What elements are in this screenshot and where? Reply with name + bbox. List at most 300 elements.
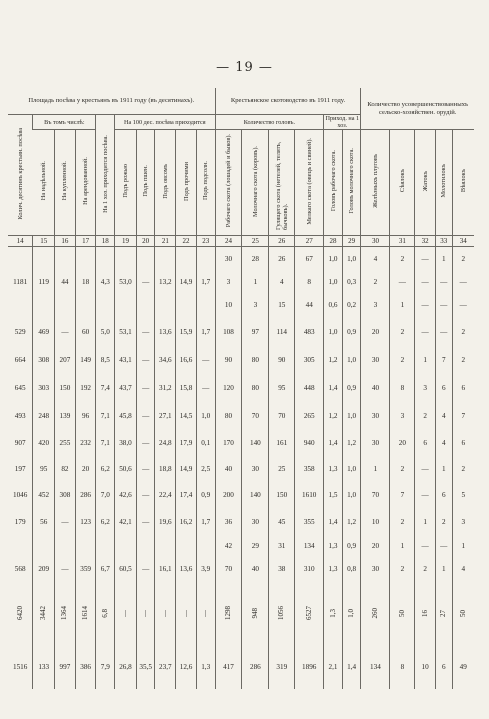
cell-value: — [440, 278, 448, 286]
cell-value: 0,8 [347, 565, 357, 573]
cell-value: 31 [278, 542, 286, 550]
table-cell [75, 403, 96, 431]
table-cell [155, 347, 176, 375]
cell-value: — [421, 328, 429, 336]
table-cell [361, 375, 390, 403]
table-cell [155, 483, 176, 509]
cell-value: 30 [371, 565, 380, 573]
table-cell [435, 375, 452, 403]
cell-value: 0,2 [347, 301, 357, 309]
cell-value: 645 [14, 384, 26, 392]
table-cell [242, 557, 269, 583]
cell-value: 1 [423, 518, 427, 526]
table-cell [342, 319, 361, 347]
cell-value: 359 [80, 565, 92, 573]
table-cell [176, 583, 197, 647]
table-cell [342, 403, 361, 431]
cell-value: 119 [38, 278, 49, 286]
table-cell [269, 247, 295, 273]
cell-value: 1298 [223, 606, 232, 620]
cell-value: — [398, 278, 406, 286]
cell-value: 1 [441, 465, 446, 473]
cell-value: 7 [400, 491, 405, 499]
cell-value: 44 [305, 301, 313, 309]
table-row [8, 403, 474, 431]
cell-value: 305 [303, 356, 315, 364]
table-cell [342, 457, 361, 483]
cell-value: 40 [224, 465, 233, 473]
table-cell [33, 583, 55, 647]
cell-value: 161 [276, 439, 288, 447]
cell-value: 469 [38, 328, 50, 336]
cell-value: 20 [398, 439, 406, 447]
cell-value: — [142, 465, 150, 473]
table-cell [136, 375, 155, 403]
cell-value: 10 [371, 518, 380, 526]
cell-value: 358 [303, 465, 315, 473]
table-cell [115, 509, 137, 537]
header-small-livestock: Мелкаго скота (овецъ и свиней). [295, 130, 324, 236]
cell-value: 140 [249, 439, 261, 447]
header-per-household-area: На 1 хоз. приходится посѣва. [96, 115, 115, 236]
table-cell [136, 273, 155, 293]
cell-value: 1,0 [347, 412, 357, 420]
table-cell [361, 457, 390, 483]
cell-value: 1,7 [201, 328, 211, 336]
cell-value: 319 [276, 663, 288, 671]
cell-value: 207 [59, 356, 71, 364]
cell-value: 1,7 [201, 518, 211, 526]
cell-value: 6420 [15, 606, 24, 620]
table-cell [176, 347, 197, 375]
cell-value: 7 [461, 412, 466, 420]
table-cell [196, 509, 215, 537]
header-draft-per-household: Головъ рабочаго скота. [324, 130, 343, 236]
table-row [8, 457, 474, 483]
header-other-crops: Подъ прочими [176, 130, 197, 236]
cell-value: 95 [40, 465, 48, 473]
cell-value: 2 [461, 255, 466, 264]
table-cell [269, 537, 295, 557]
table-cell [155, 319, 176, 347]
cell-value: 1181 [13, 278, 28, 286]
header-dairy-per-household: Головъ молочнаго скота. [342, 130, 361, 236]
cell-value: 114 [276, 328, 288, 336]
header-rented-land: На арендованной. [75, 130, 96, 236]
cell-value: 5,0 [100, 328, 110, 336]
table-cell [242, 457, 269, 483]
cell-value: 6,8 [100, 608, 109, 618]
table-cell [390, 431, 415, 457]
cell-value: 3 [253, 301, 258, 309]
table-cell [390, 375, 415, 403]
table-cell [269, 509, 295, 537]
table-cell [8, 273, 33, 293]
table-cell [155, 537, 176, 557]
header-oats: Подъ овсомъ [155, 130, 176, 236]
table-cell [361, 647, 390, 689]
table-cell [33, 247, 55, 273]
table-cell [96, 375, 115, 403]
table-cell [452, 293, 474, 319]
header-per-household-stock: Приход. на 1 хоз. [325, 115, 360, 129]
cell-value: 248 [38, 412, 50, 420]
cell-value: 139 [59, 412, 71, 420]
cell-value: 2 [400, 356, 405, 364]
table-cell [176, 293, 197, 319]
table-cell [415, 375, 436, 403]
cell-value: 452 [38, 491, 50, 499]
table-cell [8, 647, 33, 689]
cell-value: 4 [441, 412, 446, 420]
table-cell [176, 273, 197, 293]
cell-value: 1,0 [347, 356, 357, 364]
cell-value: 120 [223, 384, 234, 392]
table-cell [176, 375, 197, 403]
table-cell [269, 557, 295, 583]
cell-value: 6 [423, 439, 427, 447]
table-cell [324, 293, 343, 319]
table-cell [96, 403, 115, 431]
cell-value: 90 [278, 356, 286, 364]
cell-value: 568 [14, 565, 26, 573]
cell-value: 1,5 [328, 491, 338, 499]
table-cell [324, 347, 343, 375]
header-threshers: Молотилокъ [435, 130, 452, 236]
cell-value: 6527 [304, 606, 313, 620]
table-cell [295, 647, 324, 689]
cell-value: 38 [278, 565, 286, 573]
table-cell [242, 375, 269, 403]
cell-value: — [61, 565, 69, 573]
table-cell [390, 319, 415, 347]
table-cell [361, 403, 390, 431]
table-row [8, 247, 474, 273]
table-cell [242, 403, 269, 431]
table-cell [295, 247, 324, 273]
table-cell [390, 273, 415, 293]
table-row [8, 509, 474, 537]
cell-value: 1516 [12, 663, 28, 671]
cell-value: 1,0 [201, 412, 211, 420]
cell-value: 255 [59, 439, 71, 447]
table-cell [8, 557, 33, 583]
table-cell [452, 537, 474, 557]
cell-value: 1,4 [328, 439, 338, 447]
table-cell [196, 403, 215, 431]
table-cell [361, 537, 390, 557]
cell-value: 1,3 [328, 465, 338, 473]
table-cell [415, 273, 436, 293]
column-number: 15 [33, 236, 55, 247]
table-cell [136, 347, 155, 375]
header-reapers: Жатокъ [415, 130, 436, 236]
table-cell [215, 537, 242, 557]
cell-value: 34,6 [159, 356, 172, 364]
cell-value: 303 [38, 384, 50, 392]
cell-value: 17,4 [179, 491, 193, 499]
table-cell [361, 583, 390, 647]
table-cell [176, 457, 197, 483]
table-cell [390, 457, 415, 483]
table-cell [75, 457, 96, 483]
table-cell [435, 457, 452, 483]
cell-value: 10 [224, 301, 233, 309]
cell-value: 1,0 [347, 465, 357, 473]
header-wheat: Подъ пшен. [136, 130, 155, 236]
table-cell [415, 293, 436, 319]
table-cell [115, 319, 137, 347]
cell-value: 1,0 [328, 255, 338, 264]
table-cell [435, 431, 452, 457]
table-cell [215, 483, 242, 509]
cell-value: 170 [223, 439, 234, 447]
table-cell [155, 403, 176, 431]
table-cell [75, 557, 96, 583]
cell-value: 60 [82, 328, 90, 336]
table-cell [115, 537, 137, 557]
table-cell [136, 319, 155, 347]
cell-value: 0,1 [201, 439, 211, 447]
table-row [8, 557, 474, 583]
table-cell [342, 293, 361, 319]
cell-value: 8,5 [100, 356, 110, 364]
table-cell [176, 247, 197, 273]
table-cell [136, 483, 155, 509]
table-cell [435, 293, 452, 319]
cell-value: 1 [441, 565, 446, 573]
table-cell [136, 431, 155, 457]
table-cell [342, 583, 361, 647]
header-iron-ploughs: Желѣзныхъ плуговъ [361, 130, 390, 236]
table-cell [96, 431, 115, 457]
table-cell [452, 403, 474, 431]
table-cell [215, 319, 242, 347]
table-cell [55, 509, 76, 537]
livestock-group-header: Крестьянское скотоводство въ 1911 году. [215, 88, 361, 115]
table-cell [8, 347, 33, 375]
cell-value: 16 [420, 609, 429, 617]
table-cell [295, 347, 324, 375]
cell-value: 80 [251, 384, 259, 392]
cell-value: — [421, 491, 429, 499]
table-cell [215, 403, 242, 431]
cell-value: 2 [373, 278, 378, 286]
table-cell [242, 583, 269, 647]
table-cell [136, 509, 155, 537]
cell-value: 1,0 [347, 608, 356, 618]
table-cell [55, 483, 76, 509]
column-number: 18 [96, 236, 115, 247]
cell-value: 286 [249, 663, 261, 671]
cell-value: 948 [250, 607, 259, 619]
table-cell [33, 483, 55, 509]
table-cell [8, 247, 33, 273]
table-cell [155, 293, 176, 319]
cell-value: 67 [305, 255, 313, 264]
cell-value: 30 [371, 356, 380, 364]
header-total-area: Колич. десятинъ крестьян. посѣва [8, 115, 33, 236]
table-cell [390, 583, 415, 647]
table-cell [324, 273, 343, 293]
cell-value: 1,0 [347, 491, 357, 499]
table-cell [361, 483, 390, 509]
cell-value: 150 [276, 491, 288, 499]
cell-value: 1,4 [328, 518, 338, 526]
cell-value: 123 [80, 518, 92, 526]
table-cell [415, 403, 436, 431]
cell-value: 1,2 [328, 356, 338, 364]
column-number: 26 [269, 236, 295, 247]
cell-value: 2 [461, 328, 466, 336]
cell-value: 19,6 [159, 518, 172, 526]
column-number: 28 [324, 236, 343, 247]
cell-value: 3 [423, 384, 427, 392]
table-cell [75, 293, 96, 319]
cell-value: 5 [461, 491, 466, 499]
table-cell [390, 483, 415, 509]
cell-value: 1 [461, 542, 466, 550]
table-cell [295, 293, 324, 319]
column-number: 24 [215, 236, 242, 247]
table-cell [452, 647, 474, 689]
cell-value: 209 [38, 565, 50, 573]
cell-value: 0,9 [347, 328, 357, 336]
table-cell [215, 583, 242, 647]
cell-value: 3 [461, 518, 466, 526]
table-cell [215, 431, 242, 457]
cell-value: 1046 [12, 491, 28, 499]
table-cell [342, 509, 361, 537]
table-cell [33, 319, 55, 347]
cell-value: — [142, 278, 150, 286]
table-cell [324, 247, 343, 273]
cell-value: — [421, 465, 429, 473]
table-cell [196, 293, 215, 319]
table-cell [435, 403, 452, 431]
cell-value: 40 [251, 565, 259, 573]
table-cell [415, 647, 436, 689]
table-cell [342, 483, 361, 509]
table-cell [295, 509, 324, 537]
cell-value: 42 [224, 542, 233, 550]
table-cell [115, 273, 137, 293]
table-cell [390, 647, 415, 689]
table-cell [55, 247, 76, 273]
table-cell [342, 431, 361, 457]
cell-value: 417 [223, 663, 234, 671]
cell-value: 200 [223, 491, 234, 499]
table-cell [295, 319, 324, 347]
table-cell [96, 273, 115, 293]
cell-value: — [142, 384, 150, 392]
table-cell [196, 375, 215, 403]
table-cell [33, 647, 55, 689]
table-cell [295, 583, 324, 647]
cell-value: 150 [59, 384, 71, 392]
table-cell [155, 247, 176, 273]
table-cell [269, 431, 295, 457]
cell-value: 60,5 [119, 565, 132, 573]
cell-value: 8 [400, 663, 405, 671]
cell-value: 1056 [277, 606, 286, 620]
cell-value: 3 [226, 278, 231, 286]
cell-value: — [459, 278, 467, 286]
cell-value: 1364 [60, 606, 69, 620]
cell-value: 82 [61, 465, 69, 473]
table-cell [452, 273, 474, 293]
table-cell [269, 375, 295, 403]
table-cell [324, 509, 343, 537]
table-cell [96, 557, 115, 583]
table-row [8, 483, 474, 509]
cell-value: 1,3 [201, 663, 211, 671]
table-cell [452, 583, 474, 647]
cell-value: 1,0 [328, 328, 338, 336]
cell-value: 179 [14, 518, 26, 526]
cell-value: 24,8 [159, 439, 172, 447]
table-body [8, 247, 474, 689]
table-cell [269, 319, 295, 347]
table-cell [115, 247, 137, 273]
cell-value: 18 [82, 278, 90, 286]
table-cell [75, 247, 96, 273]
table-cell [324, 583, 343, 647]
table-cell [33, 457, 55, 483]
table-cell [8, 583, 33, 647]
table-cell [415, 557, 436, 583]
cell-value: 3,9 [201, 565, 211, 573]
table-cell [452, 247, 474, 273]
cell-value: 15 [278, 301, 286, 309]
table-cell [269, 347, 295, 375]
table-cell [269, 457, 295, 483]
header-young-cattle: Гулящего скота (нетелей, телятъ, бычковъ). [269, 130, 295, 236]
table-cell [390, 557, 415, 583]
table-cell [242, 273, 269, 293]
table-cell [33, 537, 55, 557]
table-cell [242, 537, 269, 557]
table-cell [452, 509, 474, 537]
header-purchased-land: На купленной. [55, 130, 76, 236]
table-cell [96, 483, 115, 509]
table-cell [361, 557, 390, 583]
table-cell [215, 457, 242, 483]
cell-value: 2 [400, 518, 405, 526]
table-cell [435, 509, 452, 537]
table-cell [8, 537, 33, 557]
cell-value: 6 [441, 491, 446, 499]
table-cell [33, 273, 55, 293]
table-cell [415, 247, 436, 273]
cell-value: 35,5 [139, 663, 152, 671]
table-row [8, 293, 474, 319]
table-cell [342, 557, 361, 583]
cell-value: 17,9 [179, 439, 193, 447]
table-cell [55, 457, 76, 483]
cell-value: 43,1 [119, 356, 132, 364]
cell-value: 2 [461, 356, 466, 364]
cell-value: 133 [38, 663, 50, 671]
table-cell [33, 293, 55, 319]
cell-value: 1 [373, 465, 378, 473]
cell-value: 49 [459, 663, 467, 671]
statistics-table [8, 88, 474, 689]
table-cell [176, 319, 197, 347]
cell-value: 8 [307, 278, 311, 286]
table-cell [215, 375, 242, 403]
table-cell [155, 557, 176, 583]
